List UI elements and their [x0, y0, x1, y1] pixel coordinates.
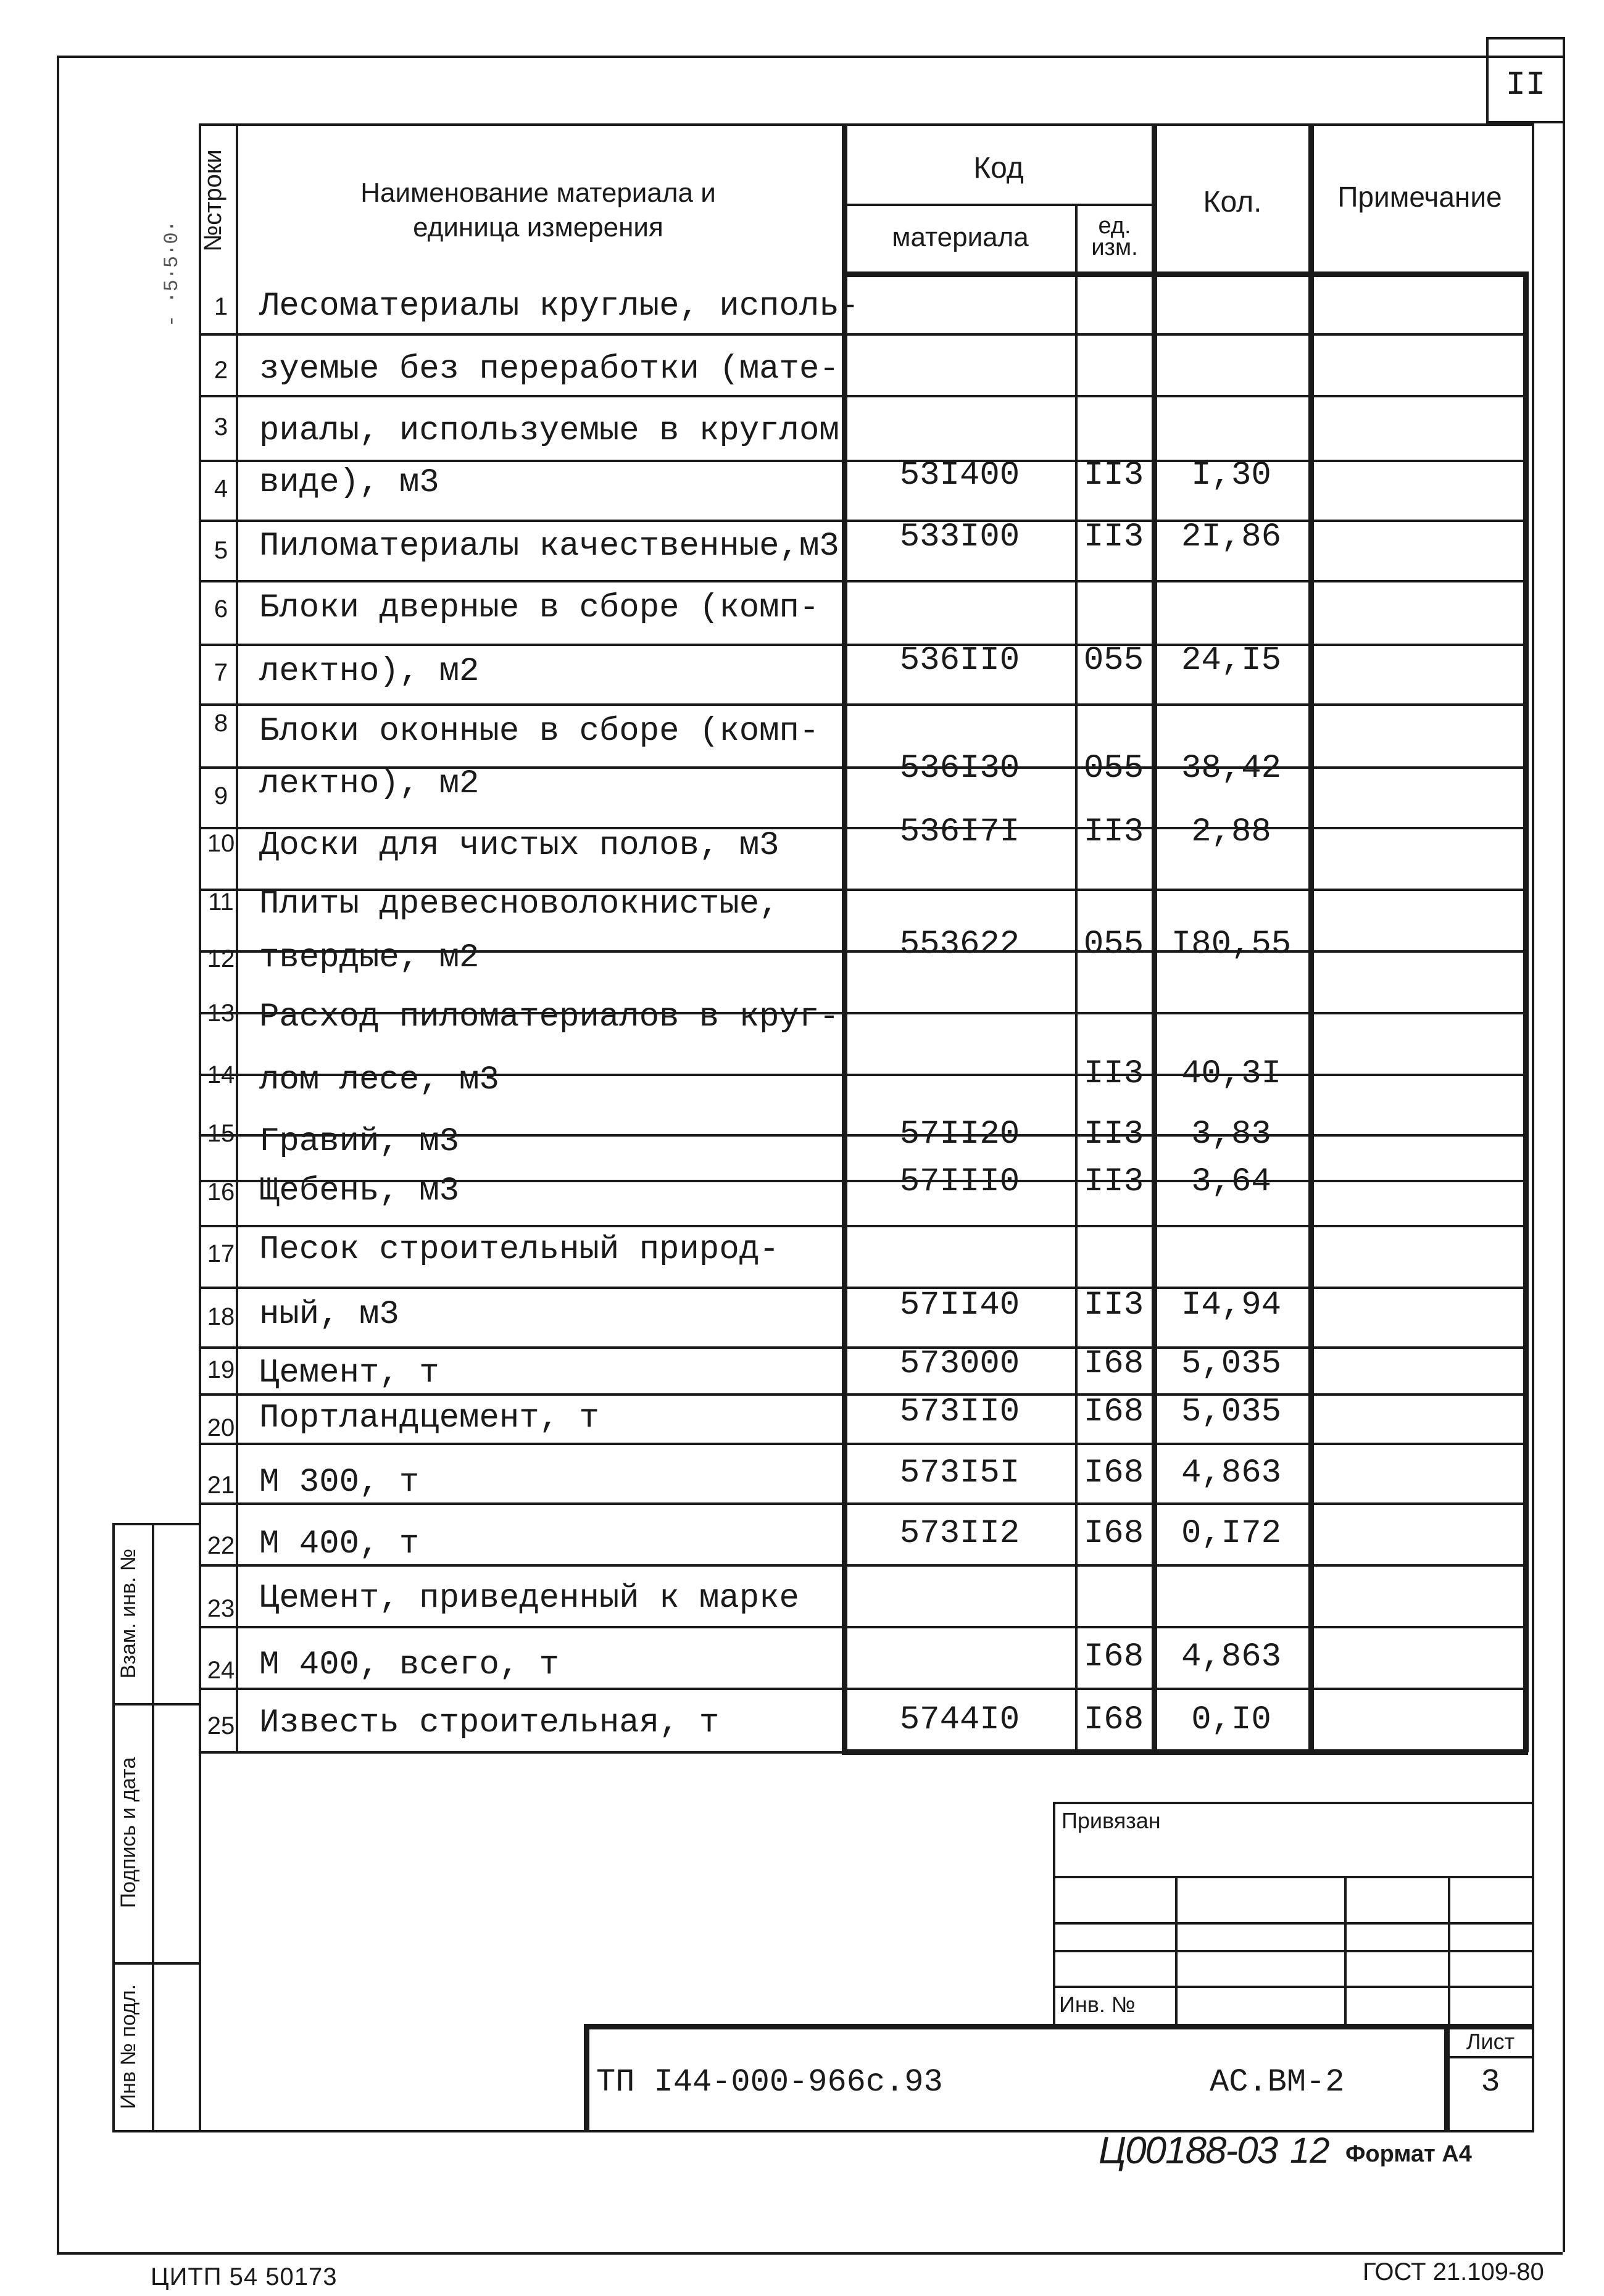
name-header-line2: единица измерения [413, 212, 663, 242]
row-number: 2 [214, 357, 228, 384]
row-number: 9 [214, 782, 228, 810]
row-number: 6 [214, 595, 228, 623]
list-label: Лист [1466, 2029, 1515, 2054]
row-number: 19 [207, 1356, 235, 1383]
document-code: ТП I44-000-966с.93 [596, 2064, 943, 2100]
row-number: 7 [214, 659, 228, 686]
material-code: 573I5I [899, 1454, 1020, 1492]
row-number: 25 [207, 1712, 235, 1739]
unit-code: I68 [1083, 1638, 1144, 1676]
quantity: 0,I72 [1181, 1515, 1282, 1552]
code-unit-header-line1: ед. [1098, 213, 1131, 239]
quantity: 4,863 [1181, 1454, 1282, 1492]
material-code: 57II40 [899, 1287, 1020, 1324]
quantity: 4,863 [1181, 1638, 1282, 1676]
side-stamp-vzam-inv: Взам. инв. № [117, 1548, 140, 1679]
row-number: 12 [207, 945, 235, 972]
unit-code: II3 [1083, 813, 1144, 851]
privyazan-label: Привязан [1062, 1808, 1161, 1833]
material-code: 573000 [899, 1345, 1020, 1383]
quantity: 5,035 [1181, 1393, 1282, 1431]
quantity: 3,64 [1191, 1163, 1271, 1201]
material-name: лектно), м2 [259, 765, 480, 803]
row-number: 13 [207, 1000, 235, 1027]
list-number: 3 [1481, 2064, 1500, 2100]
quantity: 5,035 [1181, 1345, 1282, 1383]
material-name: Плиты древесноволокнистые, [259, 885, 779, 923]
code-unit-header-line2: изм. [1091, 234, 1138, 260]
inv-no-label: Инв. № [1059, 1992, 1136, 2017]
handwritten-archive-code: Ц00188-03 [1099, 2129, 1278, 2172]
side-stamp-podpis-data: Подпись и дата [117, 1757, 140, 1908]
row-number: 22 [207, 1532, 235, 1559]
material-name: Гравий, м3 [259, 1123, 460, 1161]
quantity: I80,55 [1171, 926, 1292, 963]
row-number: 10 [207, 830, 235, 857]
row-number: 4 [214, 475, 228, 502]
unit-code: II3 [1083, 1055, 1144, 1093]
material-code: 573II0 [899, 1393, 1020, 1431]
row-number: 17 [207, 1240, 235, 1267]
material-code: 553622 [899, 926, 1020, 963]
unit-code: II3 [1083, 457, 1144, 494]
row-number: 16 [207, 1179, 235, 1206]
document-mark: АС.ВМ-2 [1210, 2064, 1345, 2100]
material-name: ный, м3 [259, 1296, 399, 1333]
row-number: 1 [214, 293, 228, 320]
unit-code: I68 [1083, 1393, 1144, 1431]
material-name: Песок строительный природ- [259, 1231, 779, 1269]
material-code: 53I400 [899, 457, 1020, 494]
quantity: 2I,86 [1181, 518, 1282, 556]
row-number: 15 [207, 1120, 235, 1147]
quantity: 40,3I [1181, 1055, 1282, 1093]
quantity: 2,88 [1191, 813, 1271, 851]
material-name: Пиломатериалы качественные,м3 [259, 528, 839, 565]
code-header: Код [973, 152, 1024, 184]
material-name: зуемые без переработки (мате- [259, 350, 839, 388]
format-label: Формат А4 [1345, 2141, 1472, 2167]
material-code: 536I30 [899, 750, 1020, 787]
row-number: 11 [208, 889, 234, 916]
row-number: 23 [207, 1595, 235, 1622]
quantity: I4,94 [1181, 1287, 1282, 1324]
material-name: виде), м3 [259, 464, 439, 502]
row-number-header: №строки [199, 149, 226, 252]
unit-code: I68 [1083, 1701, 1144, 1739]
material-code: 57II20 [899, 1116, 1020, 1153]
handwritten-number: 12 [1290, 2131, 1330, 2171]
material-name: Цемент, т [259, 1354, 439, 1392]
unit-code: II3 [1083, 1116, 1144, 1153]
material-name: твердые, м2 [259, 939, 480, 977]
material-name: лектно), м2 [259, 653, 480, 690]
material-code: 536II0 [899, 642, 1020, 679]
row-number: 8 [214, 710, 228, 737]
row-number: 14 [207, 1061, 235, 1088]
material-name: Портландцемент, т [259, 1399, 599, 1437]
code-material-header: материала [892, 222, 1029, 252]
footer-right: ГОСТ 21.109-80 [1363, 2258, 1544, 2286]
unit-code: 055 [1083, 926, 1144, 963]
material-name: Известь строительная, т [259, 1704, 720, 1742]
unit-code: II3 [1083, 1163, 1144, 1201]
quantity: 38,42 [1181, 750, 1282, 787]
qty-header: Кол. [1203, 186, 1262, 218]
material-code: 536I7I [899, 813, 1020, 851]
quantity: 24,I5 [1181, 642, 1282, 679]
material-name: М 300, т [259, 1464, 420, 1501]
unit-code: 055 [1083, 642, 1144, 679]
row-number: 18 [207, 1303, 235, 1330]
row-number: 3 [214, 413, 228, 441]
row-number: 21 [207, 1472, 235, 1499]
material-name: Щебень, м3 [259, 1172, 460, 1210]
row-number: 5 [214, 537, 228, 564]
material-name: М 400, т [259, 1525, 420, 1563]
unit-code: I68 [1083, 1515, 1144, 1552]
material-name: риалы, используемые в круглом [259, 412, 839, 450]
material-name: Расход пиломатериалов в круг- [259, 998, 839, 1036]
row-number: 20 [207, 1414, 235, 1441]
row-number: 24 [207, 1657, 235, 1684]
material-name: лом лесе, м3 [259, 1061, 499, 1099]
material-code: 57III0 [899, 1163, 1020, 1201]
material-name: Блоки оконные в сборе (комп- [259, 713, 820, 750]
side-stamp-inv-podl: Инв № подл. [117, 1984, 140, 2110]
unit-code: I68 [1083, 1454, 1144, 1492]
name-header-line1: Наименование материала и [360, 178, 716, 208]
material-name: М 400, всего, т [259, 1646, 560, 1684]
unit-code: II3 [1083, 518, 1144, 556]
material-name: Доски для чистых полов, м3 [259, 827, 779, 864]
quantity: I,30 [1191, 457, 1271, 494]
footer-left: ЦИТП 54 50173 [151, 2263, 338, 2290]
material-code: 5744I0 [899, 1701, 1020, 1739]
quantity: 3,83 [1191, 1116, 1271, 1153]
unit-code: 055 [1083, 750, 1144, 787]
unit-code: II3 [1083, 1287, 1144, 1324]
material-code: 573II2 [899, 1515, 1020, 1552]
material-code: 533I00 [899, 518, 1020, 556]
note-header: Примечание [1337, 181, 1502, 213]
material-name: Блоки дверные в сборе (комп- [259, 589, 820, 627]
material-name: Цемент, приведенный к марке [259, 1580, 799, 1617]
quantity: 0,I0 [1191, 1701, 1271, 1739]
margin-mark: - ·5·5·0· [160, 220, 183, 327]
unit-code: I68 [1083, 1345, 1144, 1383]
material-name: Лесоматериалы круглые, исполь- [259, 288, 860, 325]
sheet-corner-number: II [1505, 67, 1546, 104]
